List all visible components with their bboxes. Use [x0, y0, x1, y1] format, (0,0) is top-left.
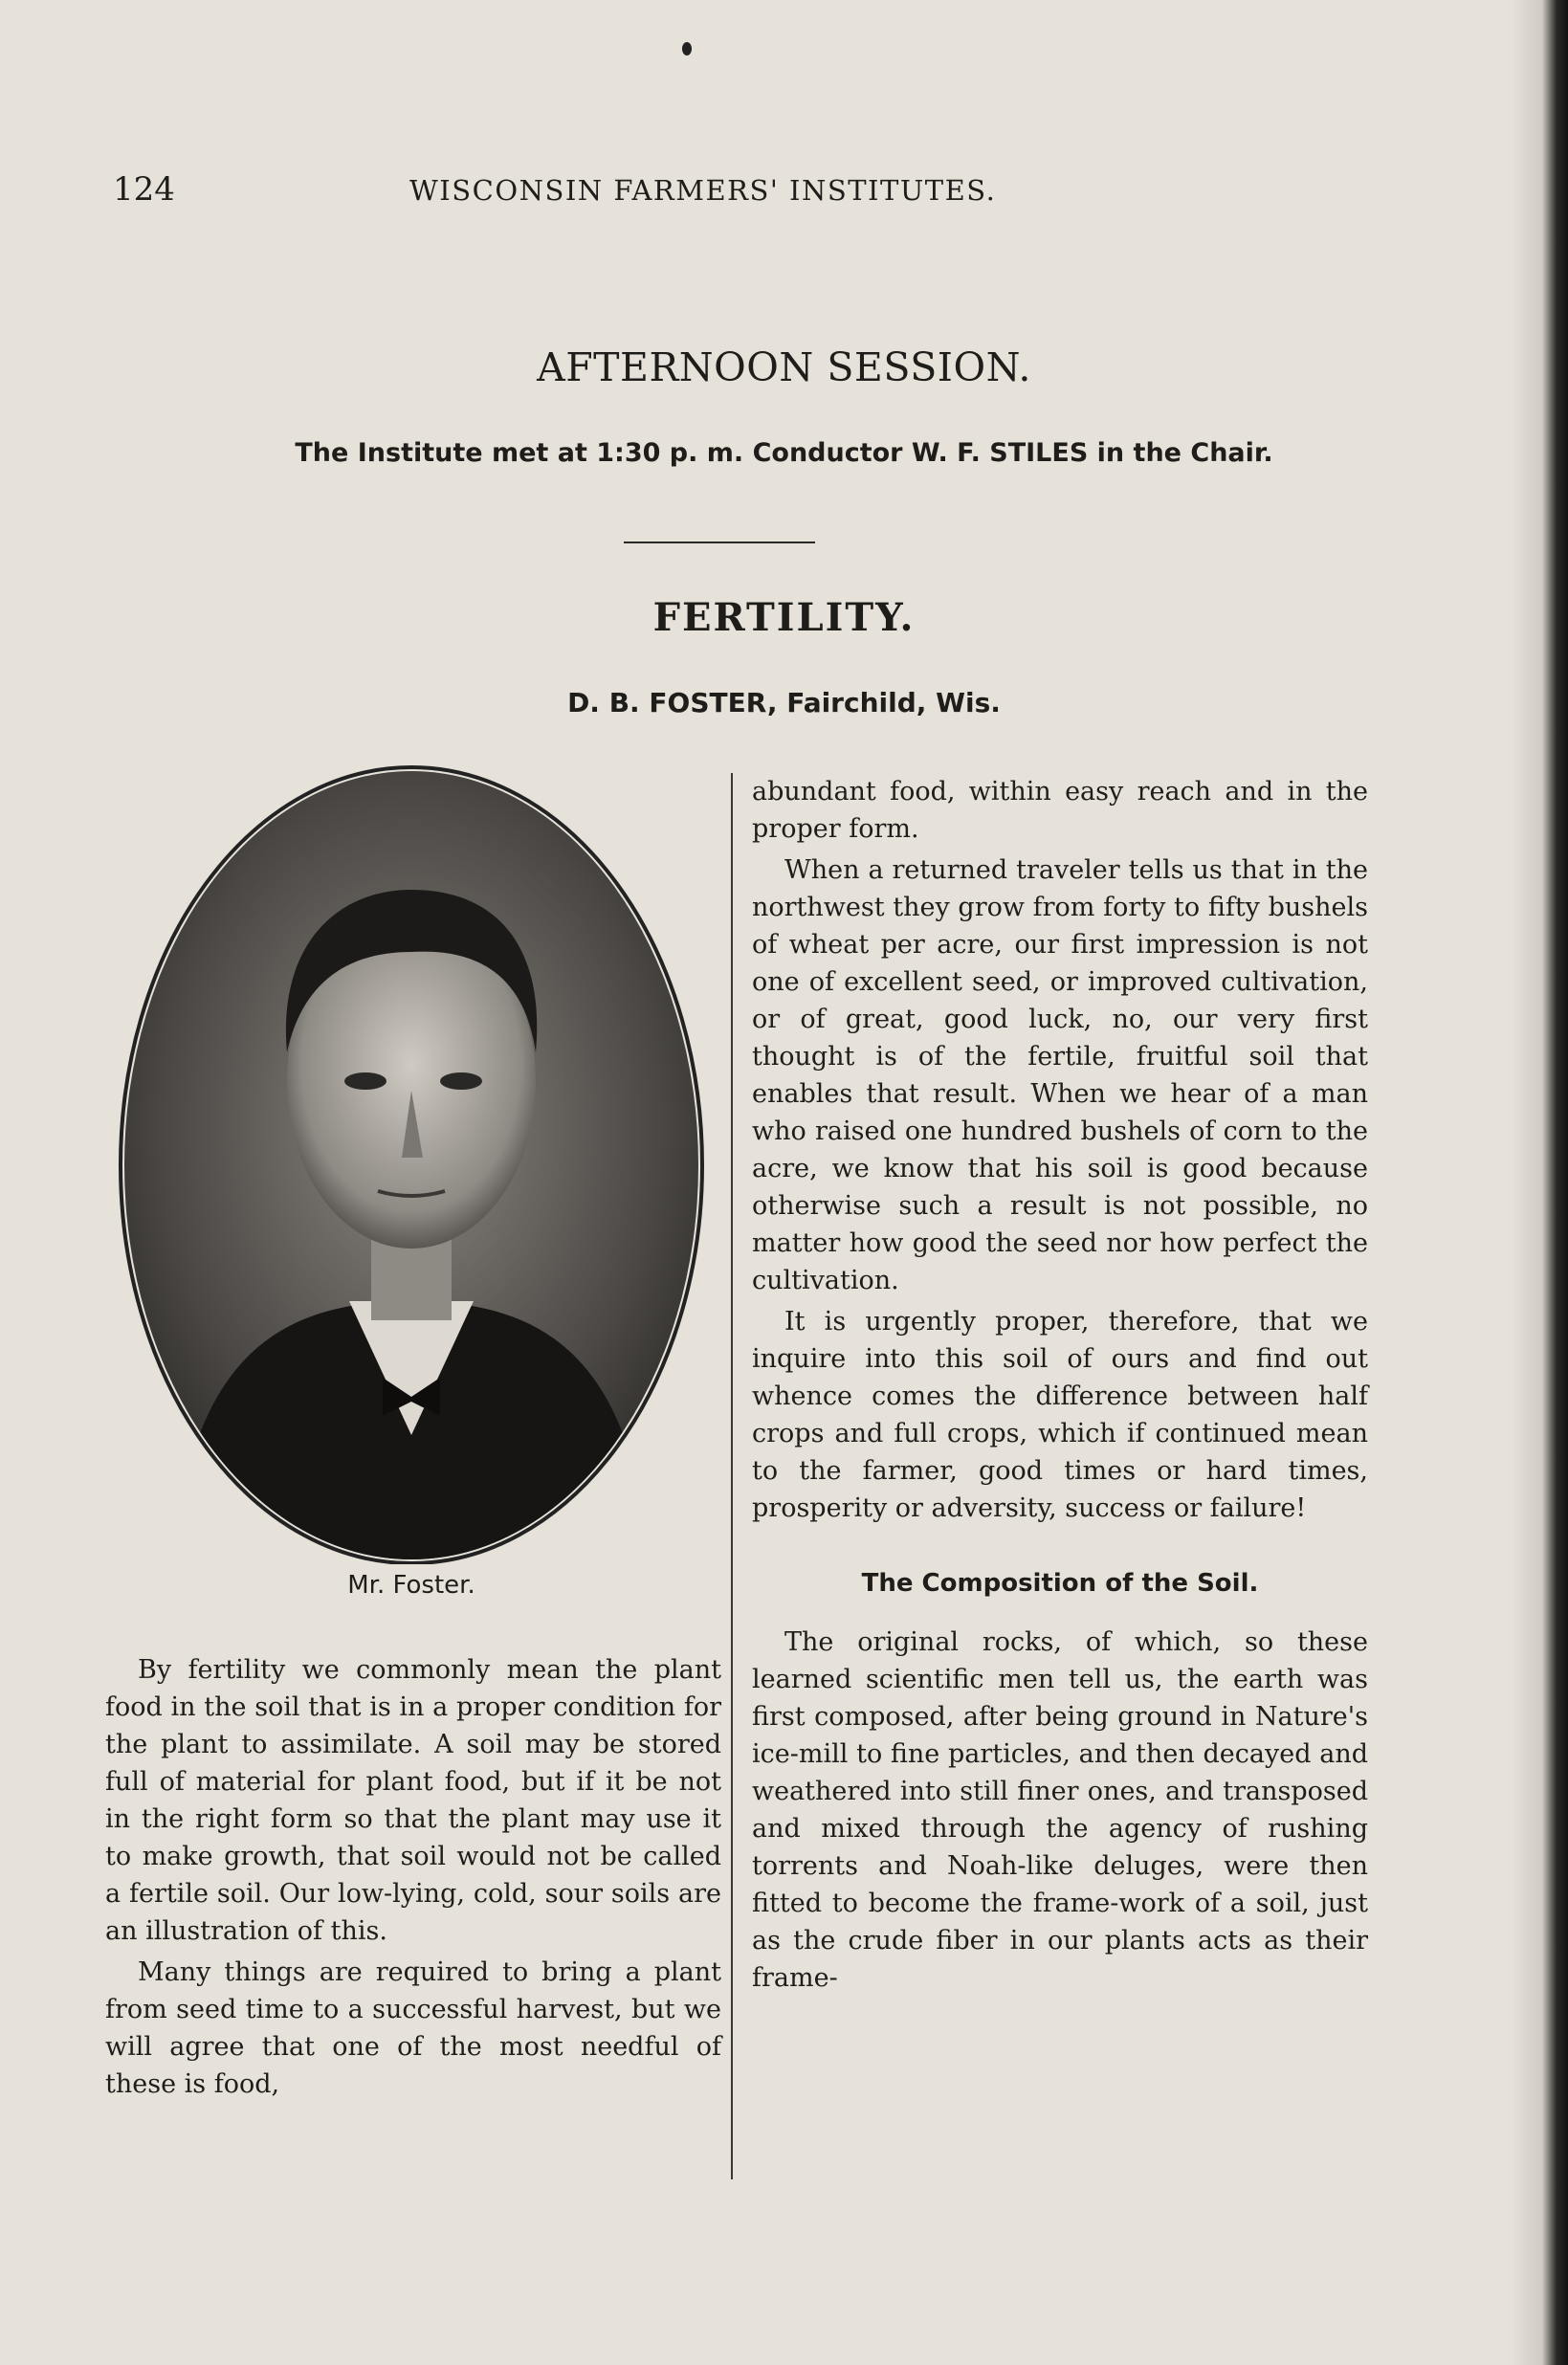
author-portrait	[115, 765, 708, 1564]
paragraph: By fertility we commonly mean the plant food in the soil that is in a proper condition for the plant to assimilate. A soil may be stored full of material for plant food, but if it be not in the right form so that the plant may use it to make growth, that soil would not be called a fertile soil. Our low-lying, cold, sour soils are an illustration of this.	[105, 1655, 721, 1946]
session-title: AFTERNOON SESSION.	[537, 344, 1031, 390]
column-divider	[731, 773, 733, 2179]
paragraph: The original rocks, of which, so these learned scientific men tell us, the earth was first composed, after being ground in Nature's ice-mill to fine particles, and then decayed and weathered into still finer ones, and transposed and mixed through the agency of rushing torrents and Noah-like deluges, were then fitted to become the frame-work of a soil, just as the crude fiber in our plants acts as their frame-	[752, 1627, 1368, 1993]
running-head	[113, 170, 1079, 212]
section-heading: The Composition of the Soil.	[861, 1569, 1259, 1598]
paragraph: Many things are required to bring a plant from seed time to a successful harvest, but we will agree that one of the most needful of these is food,	[105, 1957, 721, 2099]
ink-mark	[682, 42, 692, 55]
article-title: FERTILITY.	[652, 595, 916, 640]
journal-title: WISCONSIN FARMERS' INSTITUTES.	[409, 174, 997, 207]
paragraph: It is urgently proper, therefore, that we inquire into this soil of ours and find out whence comes the difference between half crops and full crops, which if continued mean to the farmer, good times or hard times, prosperity or adversity, success or failure!	[752, 1307, 1368, 1523]
portrait-caption: Mr. Foster.	[347, 1571, 475, 1600]
right-column	[752, 773, 1368, 1997]
separator-rule	[624, 542, 815, 543]
left-column	[105, 1651, 721, 2103]
article-author: D. B. FOSTER, Fairchild, Wis.	[567, 687, 1001, 718]
page-number: 124	[113, 170, 175, 209]
paragraph: abundant food, within easy reach and in the proper form.	[752, 777, 1368, 844]
paragraph: When a returned traveler tells us that in the northwest they grow from forty to fifty bushels of wheat per acre, our first impression is not one of excellent seed, or improved cultivation, or of great, good luck, no, our very first thought is of the fertile, fruitful soil that enables that result. When we hear of a man who raised one hundred bushels of corn to the acre, we know that his soil is good because otherwise such a result is not possible, no matter how good the seed nor how perfect the cultivation.	[752, 855, 1368, 1295]
meeting-line: The Institute met at 1:30 p. m. Conductor W. F. STILES in the Chair.	[295, 438, 1273, 468]
